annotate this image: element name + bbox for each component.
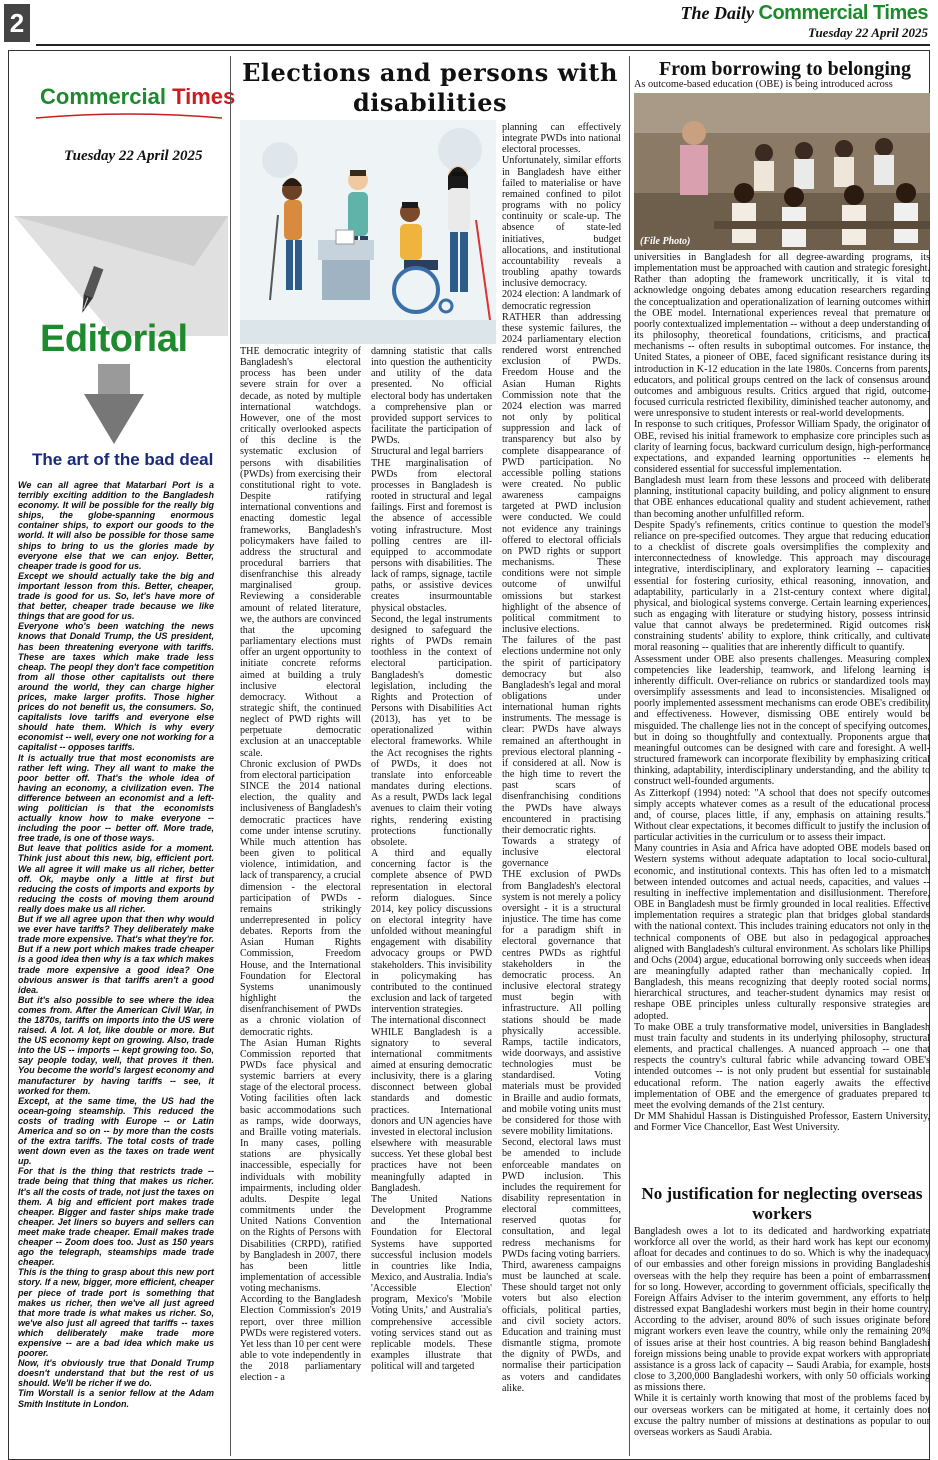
article-paragraph: In response to such critiques, Professor William Spady, the originator of OBE, revised his initial framework to emphasize core principles such as clarity of learning focus, backward curriculum design, high-performance expectations, and expanded learning opportunities -- elements he considered essential for successful implementation. xyxy=(634,419,930,475)
article-paragraph: The failures of the past elections undermine not only the spirit of participatory democracy but also Bangladesh's legal and moral obligations under international human rights instruments. The message is clear: PWDs have always remained an afterthought in previous electoral planning - if considered at all. Now is the high time to revert the past scars of disenfranchising conditions the PWDs have always encountered in practising their democratic rights. xyxy=(502,635,621,836)
article-subhead: Towards a strategy of inclusive electoral governance xyxy=(502,836,621,870)
article-paragraph: Second, the legal instruments designed to safeguard the rights of PWDs remain toothless in the context of electoral participation. Bangladesh's domestic legislation, including the Rights and Protection of Persons with Disabilities Act (2013), has yet to be operationalized within electoral frameworks. While the Act recognises the rights of PWDs, it does not translate into enforceable mandates during elections. As a result, PWDs lack legal avenues to claim their voting rights, rendering existing protections functionally obsolete. xyxy=(371,613,492,848)
editorial-paragraph: It is actually true that most economists are rather left wing. They all want to make the poor better off. That's the whole idea of having an economy, a civilization even. The difference between an economist and a left-wing politician is that the economists actually know how to make everyone -- including the poor -- better off. More trade, free trade, is one of those ways. xyxy=(18,752,214,844)
article-paragraph: Bangladesh owes a lot to its dedicated and hardworking expatriate workforce all over the world, as their hard work has kept our economy afloat for decades and continues to do so. Which is why the inadequacy of our embassies and other foreign missions in providing Bangladeshis overseas with the help they require has been a point of embarrassment for so long. However, according to government officials, specifically the Foreign Affairs Adviser to the interim government, any efforts to help distressed expat Bangladeshi workers must begin in their home country. According to the adviser, around 80% of such issues originate before migrant workers even leave the country, while only the remaining 20% of issues arise at their host countries. A big reason behind Bangladeshi foreign missions being unable to provide expat workers with appropriate assistance is a gross lack of capacity -- Saudi Arabia, for example, hosts close to 3,200,000 Bangladeshi workers, with only 50 officials working as missions there. xyxy=(634,1226,930,1394)
article-headline-obe: From borrowing to belonging xyxy=(658,58,912,80)
article-paragraph: THE democratic integrity of Bangladesh's electoral process has been under severe strain for over a decade, as noted by multiple international watchdogs. However, one of the most critically overlooked aspects of this decline is the systematic exclusion of persons with disabilities (PWDs) from exercising their constitutional right to vote. Despite ratifying international conventions and enacting domestic legal frameworks, Bangladesh's policymakers have failed to address the structural and procedural barriers that disenfranchise this already marginalised group. Reviewing a considerable amount of related literature, we, the authors are convinced that the upcoming parliamentary elections must offer an urgent opportunity to initiate concrete reforms aimed at building a truly inclusive electoral democracy. Without a strategic shift, the continued neglect of PWD rights will perpetuate democratic exclusion at an unacceptable scale. xyxy=(240,346,361,759)
article-paragraph: Unfortunately, similar efforts in Bangladesh have either failed to materialise or have remained confined to pilot programs with no policy continuity or scale-up. The absence of state-led initiatives, budget allocations, and institutional accountability reveals a troubling apathy towards inclusive democracy. xyxy=(502,155,621,290)
editorial-date: Tuesday 22 April 2025 xyxy=(64,148,203,164)
masthead xyxy=(681,2,929,41)
top-rule xyxy=(36,44,930,46)
editorial-paragraph: But it's also possible to see where the idea comes from. After the American Civil War, in the 1870s, tariffs on imports into the US were raised. A lot. A lot, like double or more. But the US economy kept on growing. Also, trade into the US -- imports -- kept growing too. So, say people today, well, that proves it then. You become the world's largest economy and manufacturer by having tariffs -- see, it worked for them. xyxy=(18,994,214,1096)
article-byline: Dr MM Shahidul Hassan is Distinguished Professor, Eastern University, and Former Vice Chancellor, East West University. xyxy=(634,1111,930,1134)
article-column xyxy=(502,122,621,1456)
article-paragraph: WHILE Bangladesh is a signatory to several international commitments aimed at ensuring democratic inclusivity, there is a glaring disconnect between global standards and domestic practices. International donors and UN agencies have invested in electoral inclusion elsewhere with measurable success. Yet these global best practices have not been meaningfully adapted in Bangladesh. xyxy=(371,1026,492,1194)
column-divider xyxy=(629,56,630,1456)
article-column xyxy=(371,346,492,1456)
article-paragraph: A third and equally concerning factor is the complete absence of PWD representation in electoral reform dialogues. Since 2014, key policy discussions on electoral integrity have unfolded without meaningful engagement with disability advocacy groups or PWD stakeholders. This invisibility in policymaking has contributed to the continued exclusion and lack of targeted intervention strategies. xyxy=(371,848,492,1016)
article-subhead: 2024 election: A landmark of democratic regression xyxy=(502,289,621,312)
article-paragraph: While it is certainly worth knowing that most of the problems faced by our overseas workers can be mitigated at home, it certainly does not excuse the paltry number of missions at destinations as popular to our overseas workers as Saudi Arabia. xyxy=(634,1393,930,1438)
article-headline-elections: Elections and persons with disabilities xyxy=(242,58,618,117)
editorial-logo xyxy=(40,84,235,110)
article-paragraph: Many countries in Asia and Africa have adopted OBE models based on Western systems without adequate adaptation to local socio-cultural, economic, and institutional contexts. This has often led to a mismatch between intended outcomes and actual needs, capacities, and values -- resulting in ineffective implementation and disillusionment. Therefore, OBE in Bangladesh must be firmly grounded in local realities. Effective implementation requires a strategic plan that bridges global standards with the national context. This includes training educators not only in the technical components of OBE but also in pedagogical approaches aligned with Bangladesh's cultural environment. As scholars like Phillips and Ochs (2004) argue, educational borrowing only succeeds when ideas are meaningfully adapted rather than mechanically copied. In Bangladesh, this means recognizing that deeply rooted social norms, hierarchical structures, and teacher-student dynamics may resist or reshape OBE principles unless culturally responsive strategies are adopted. xyxy=(634,843,930,1022)
obe-article-body xyxy=(634,252,930,1133)
voting-illustration xyxy=(240,120,496,344)
article-paragraph: Second, electoral laws must be amended to include enforceable mandates on PWD inclusion. This includes the requirement for disability representation in electoral committees, reserved quotas for consultation, and legal redress mechanisms for PWDs facing voting barriers. xyxy=(502,1137,621,1260)
logo-commercial: Commercial xyxy=(40,84,166,109)
masthead-the-daily: The Daily xyxy=(680,3,754,23)
article-paragraph: Third, awareness campaigns must be launched at scale. These should target not only voters but also election officials, political parties, and civil society actors. Education and training must dismantle stigma, promote the dignity of PWDs, and normalise their participation as voters and candidates alike. xyxy=(502,1259,621,1394)
editorial-paragraph: We can all agree that Matarbari Port is a terribly exciting addition to the Bangladesh economy. It will be possible for the really big ships, the globe-spanning enormous container ships, to export our goods to the world. It will also be possible for those same ships to bring to us the glories made by everyone else that we can enjoy. Better, cheaper trade is good for us. xyxy=(18,480,214,571)
down-arrow-icon xyxy=(84,364,144,450)
article-paragraph: As Zitterkopf (1994) noted: "A school that does not specify outcomes simply accepts whatever comes as a result of the educational process and, of course, places little, if any, emphasis on attaining results." Without clear expectations, it becomes difficult to justify the inclusion of particular activities in the curriculum or to assess their impact. xyxy=(634,787,930,844)
classroom-photo xyxy=(634,93,930,250)
article-paragraph: THE marginalisation of PWDs from electoral processes in Bangladesh is rooted in structural and legal failings. First and foremost is the absence of accessible voting infrastructure. Most polling centres are ill-equipped to accommodate persons with disabilities. The lack of ramps, signage, tactile paths, or assistive devices creates insurmountable physical obstacles. xyxy=(371,457,492,614)
logo-underline-icon xyxy=(34,112,224,120)
editorial-heading: Editorial xyxy=(40,318,188,360)
editorial-paragraph: Except we should actually take the big and important lesson from this. Better, cheaper, trade is good for us. So, let's have more of that better, cheaper trade because we like things that are good for us. xyxy=(18,570,214,622)
article-paragraph: To make OBE a truly transformative model, universities in Bangladesh must train faculty and students in its underlying philosophy, structural elements, and practical challenges. A nuanced approach -- one that respects the country's cultural fabric while advancing toward OBE's intended outcomes -- is not only prudent but essential for sustainable educational reform. The nation eagerly awaits the effective implementation of OBE and the emergence of graduates prepared to meet the evolving demands of the 21st century. xyxy=(634,1021,930,1111)
article-subhead: Chronic exclusion of PWDs from electoral participation xyxy=(240,758,361,781)
editorial-paragraph: Except, at the same time, the US had the ocean-going steamship. This reduced the costs of trading with Europe -- or Latin America and so on -- by more than the costs of the extra tariffs. The total costs of trade went down even as the taxes on trade went up. xyxy=(18,1095,214,1167)
editorial-paragraph: But if we all agree upon that then why would we ever have tariffs? They deliberately make trade more expensive. That's what they're for. But if a new port which makes trade cheaper is a good idea then why is a tax which makes trade more expensive a good idea? One obvious answer is that tariffs aren't a good idea. xyxy=(18,914,214,995)
article-paragraph: The Asian Human Rights Commission reported that PWDs face physical and systemic barriers at every stage of the electoral process. Voting facilities often lack basic accommodations such as ramps, wide doorways, and Braille voting materials. In many cases, polling stations are physically inaccessible, especially for individuals with mobility impairments, including older adults. Despite legal commitments under the United Nations Convention on the Rights of Persons with Disabilities (CRPD), ratified by Bangladesh in 2007, there has been little implementation of accessible voting mechanisms. xyxy=(240,1037,361,1295)
article-lead: As outcome-based education (OBE) is being introduced across xyxy=(634,79,893,90)
article-paragraph: The United Nations Development Programme and the International Foundation for Electoral Systems have supported successful inclusion models in countries like India, Mexico, and Australia. India's 'Accessible Election' program, Mexico's 'Mobile Voting Units,' and Australia's comprehensive accessible voting services stand out as replicable models. These examples illustrate that political will and targeted xyxy=(371,1193,492,1373)
editorial-headline: The art of the bad deal xyxy=(32,450,214,469)
logo-times: Times xyxy=(172,84,236,109)
article-paragraph: Assessment under OBE also presents challenges. Measuring complex competencies like leadership, teamwork, and lifelong learning is inherently difficult. Over-reliance on rubrics or standardized tools may oversimplify assessments and lead to inconsistencies. Misaligned or poorly implemented assessment mechanisms can erode OBE's credibility and effectiveness. However, dismissing OBE entirely would be misguided. The challenge lies not in the concept of specifying outcomes, but in doing so thoughtfully and contextually. Proponents argue that meaningful outcomes can be designed with care and foresight. A well-structured framework can incorporate flexibility by emphasizing critical thinking, adaptability, interdisciplinary understanding, and the ability to construct well-founded arguments. xyxy=(634,653,930,788)
article-paragraph: SINCE the 2014 national election, the quality and inclusiveness of Bangladesh's democratic practices have come under intense scrutiny. While much attention has been given to political violence, intimidation, and lack of transparency, a crucial dimension - the electoral participation of PWDs - remains strikingly underrepresented in policy debates. Reports from the Asian Human Rights Commission, Freedom House, and the International Foundation for Electoral Systems unanimously highlight the disenfranchisement of PWDs as a chronic violation of democratic rights. xyxy=(240,781,361,1038)
page-number: 2 xyxy=(4,4,30,42)
masthead-brand xyxy=(681,2,929,25)
editorial-paragraph: Everyone who's been watching the news knows that Donald Trump, the US president, has been threatening everyone with tariffs. These are taxes which make trade less cheap. The peopl they don't face competition from all those other capitalists out there around the world, they can charge higher prices, make larger profits. Those higher prices do not benefit us, the consumers. So, capitalists love tariffs and everyone else should hate them. Which is why every economist -- well, every one not working for a capitalist -- opposes tariffs. xyxy=(18,621,214,753)
article-column xyxy=(240,346,361,1456)
article-paragraph: damning statistic that calls into question the authenticity and utility of the data presented. No official electoral body has undertaken a comprehensive plan or provided support services to facilitate the participation of PWDs. xyxy=(371,346,492,447)
article-paragraph: According to the Bangladesh Election Commission's 2019 report, over three million PWDs were registered voters. Yet less than 10 per cent were able to vote independently in the 2018 parliamentary election - a xyxy=(240,1294,361,1384)
masthead-name: Commercial Times xyxy=(758,2,928,24)
workers-article-body xyxy=(634,1226,930,1438)
article-paragraph: RATHER than addressing these systemic failures, the 2024 parliamentary election rendered worst entrenched exclusion of PWDs. Freedom House and the Asian Human Rights Commission note that the 2024 election was marred not only by political suppression and lack of transparency but also by complete disappearance of PWD participation. No accessible polling stations were created. No public awareness campaigns targeted at PWD inclusion were conducted. We could not evidence any trainings offered to electoral officials on PWD rights or support mechanisms. These conditions were not simple outcome of unwilful omissions but starkest highlight of the absence of political commitment to inclusive elections. xyxy=(502,311,621,636)
article-paragraph: planning can effectively integrate PWDs into national electoral processes. xyxy=(502,122,621,156)
masthead-date: Tuesday 22 April 2025 xyxy=(807,25,928,40)
photo-caption: (File Photo) xyxy=(640,236,691,247)
editorial-paragraph: This is the thing to grasp about this new port story. If a new, bigger, more efficient, cheaper per piece of trade port is something that makes us richer, then we've all just agreed that more trade is what makes us richer. So, we've also just all agreed that tariffs -- taxes which deliberately make trade more expensive -- are a bad idea which make us poorer. xyxy=(18,1267,214,1359)
column-divider xyxy=(230,56,231,1456)
editorial-paragraph: But leave that politics aside for a moment. Think just about this new, big, efficient port. We all agree it will make us all richer, better off. Ok, maybe only a little at first but reducing the costs of imports and exports by reducing the costs of moving them around really does make us all richer. xyxy=(18,843,214,914)
article-paragraph: Bangladesh must learn from these lessons and proceed with deliberate planning, institutional capacity building, and policy alignment to ensure that OBE enhances educational quality and student achievement, rather than becoming another unfulfilled reform. xyxy=(634,475,930,520)
article-paragraph: Despite Spady's refinements, critics continue to question the model's reliance on pre-specified outcomes. They argue that reducing education to a checklist of discrete goals oversimplifies the complexity and interconnectedness of knowledge. This approach may discourage integrative, interdisciplinary, and exploratory learning -- capacities essential for fostering curiosity, ethical reasoning, innovation, and adaptability, particularly in a 21st-century context where digital, physical, and biological systems converge. Certain learning experiences, such as engaging with literature or studying history, possess intrinsic value that cannot always be predetermined. Rigid outcomes risk constraining students' ability to explore, think critically, and cultivate moral reasoning -- qualities that are inherently difficult to quantify. xyxy=(634,519,930,654)
editorial-byline: Tim Worstall is a senior fellow at the Adam Smith Institute in London. xyxy=(18,1388,214,1409)
article-subhead: Structural and legal barriers xyxy=(371,446,484,458)
article-subhead: The international disconnect xyxy=(371,1015,486,1027)
editorial-body xyxy=(18,480,214,1409)
editorial-column xyxy=(14,56,236,1456)
article-paragraph: THE exclusion of PWDs from Bangladesh's electoral system is not merely a policy oversight - it is a structural injustice. The time has come for a paradigm shift in electoral governance that centres PWDs as rightful stakeholders in the democratic process. An inclusive electoral strategy must begin with infrastructure. All polling stations should be made physically accessible. Ramps, tactile indicators, wide doorways, and assistive technologies must be standardised. Voting materials must be provided in Braille and audio formats, and mobile voting units must be considered for those with severe mobility limitations. xyxy=(502,869,621,1138)
article-headline-workers: No justification for neglecting overseas workers xyxy=(641,1184,923,1223)
article-paragraph: universities in Bangladesh for all degree-awarding programs, its implementation must be approached with caution and strategic foresight. Rather than adopting the framework uncritically, it is vital to acknowledge ongoing debates among education researchers regarding the conceptualization and operationalization of learning outcomes within the OBE model. International experiences reveal that premature or poorly contextualized implementation -- without a deep understanding of its philosophy, theoretical foundations, criticisms, and practical mechanisms -- often results in suboptimal outcomes. For instance, the United States, a pioneer of OBE, faced significant resistance during its introduction in K-12 education in the late 1980s. Concerns from parents, educators, and political groups centred on the lack of consensus around outcomes and ambiguous results. Critics argued that rigid, outcome-focused curricula restricted flexibility, diminished teacher autonomy, and were unresponsive to student interests or real-world developments. xyxy=(634,252,930,420)
editorial-paragraph: Now, it's obviously true that Donald Trump doesn't understand that but the rest of us should. We'll be richer if we do. xyxy=(18,1358,214,1389)
editorial-paragraph: For that is the thing that restricts trade -- trade being that thing that makes us richer. It's all the costs of trade, not just the taxes on them. A big and efficient port makes trade cheaper. Bigger and faster ships make trade cheaper. Jet liners so buyers and sellers can meet make trade cheaper. Email makes trade cheaper -- Zoom does too. Just as 150 years ago the telegraph, steamships made trade cheaper. xyxy=(18,1166,214,1268)
